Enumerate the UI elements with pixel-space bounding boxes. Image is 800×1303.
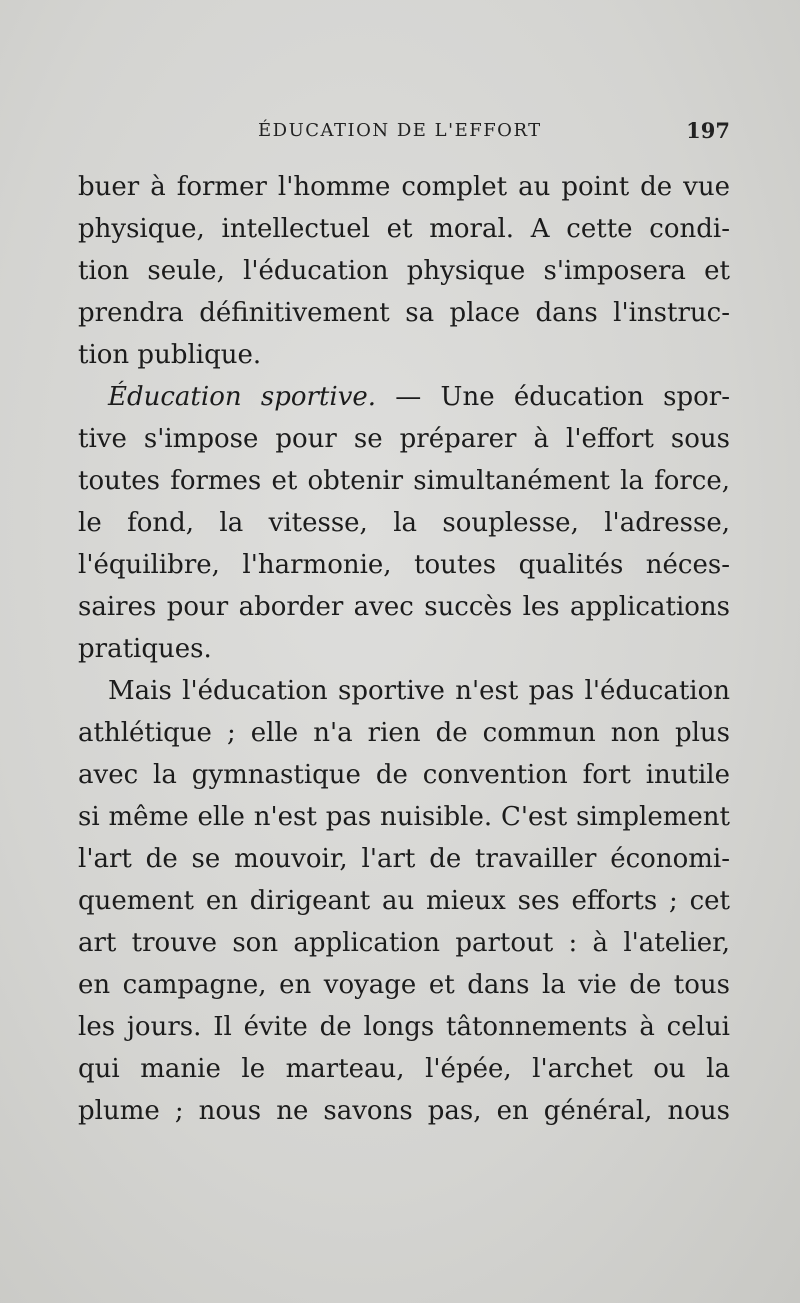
- text-line: [78, 376, 730, 418]
- text-line: tive s'impose pour se préparer à l'effort sous: [78, 424, 730, 454]
- text-line: tion seule, l'éducation physique s'imposera et: [78, 256, 730, 286]
- text-line: avec la gymnastique de convention fort inutile: [78, 760, 730, 790]
- text-line: si même elle n'est pas nuisible. C'est simplement: [78, 802, 730, 832]
- section-heading: Éducation sportive.: [108, 382, 377, 412]
- text-line: l'art de se mouvoir, l'art de travailler économi-: [78, 844, 730, 874]
- running-title: ÉDUCATION DE L'EFFORT: [258, 120, 542, 141]
- text-line: saires pour aborder avec succès les applications: [78, 592, 730, 622]
- text-line: buer à former l'homme complet au point de vue: [78, 172, 730, 202]
- body-text: [78, 166, 730, 1132]
- text-line: en campagne, en voyage et dans la vie de tous: [78, 970, 730, 1000]
- text-line: plume ; nous ne savons pas, en général, nous: [78, 1096, 730, 1126]
- text-line: pratiques.: [78, 634, 212, 664]
- text-line: quement en dirigeant au mieux ses efforts ; cet: [78, 886, 730, 916]
- text-line: physique, intellectuel et moral. A cette condi-: [78, 214, 730, 244]
- text-fragment: — Une éducation spor-: [376, 382, 730, 412]
- text-line: l'équilibre, l'harmonie, toutes qualités néces-: [78, 550, 730, 580]
- text-line: art trouve son application partout : à l'atelier,: [78, 928, 730, 958]
- text-line: qui manie le marteau, l'épée, l'archet ou la: [78, 1054, 730, 1084]
- text-line: tion publique.: [78, 340, 262, 370]
- page-number: 197: [686, 118, 730, 143]
- text-line: athlétique ; elle n'a rien de commun non plus: [78, 718, 730, 748]
- text-line: le fond, la vitesse, la souplesse, l'adresse,: [78, 508, 730, 538]
- text-line: prendra définitivement sa place dans l'instruc-: [78, 298, 730, 328]
- text-line: les jours. Il évite de longs tâtonnements à celui: [78, 1012, 730, 1042]
- text-line: toutes formes et obtenir simultanément la force,: [78, 466, 730, 496]
- running-head: [78, 118, 730, 148]
- text-line: Mais l'éducation sportive n'est pas l'éducation: [108, 676, 730, 706]
